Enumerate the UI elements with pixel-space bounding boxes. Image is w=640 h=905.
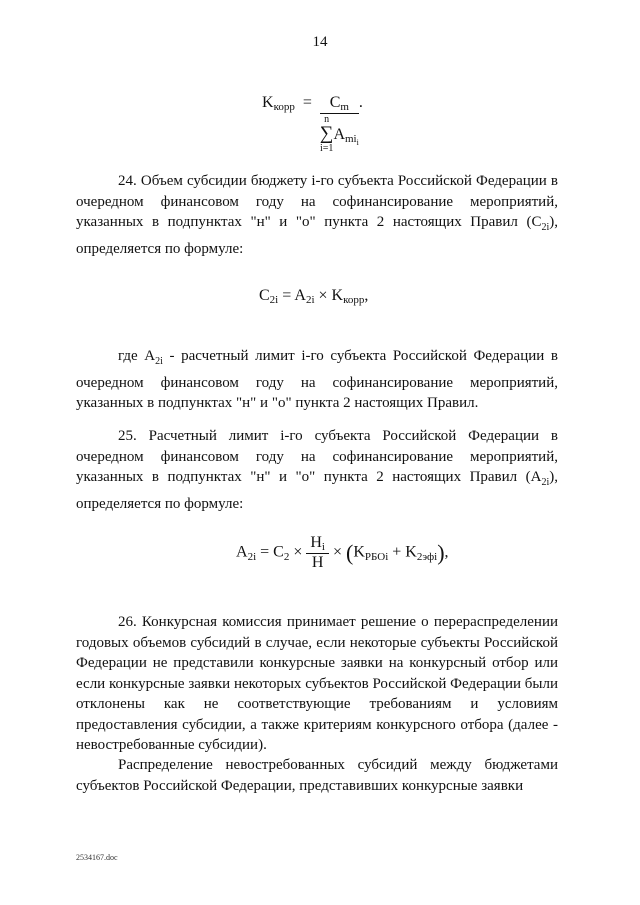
- paragraph-25: [76, 426, 558, 514]
- formula3-plus: +: [392, 543, 402, 561]
- formula1-denominator: [320, 114, 359, 154]
- formula3-times-1: ×: [293, 543, 303, 561]
- paragraph-26: [76, 612, 558, 756]
- paragraph-24-sub: 2i: [541, 222, 550, 233]
- paragraph-25-sub: 2i: [541, 477, 550, 488]
- formula3-k2-sub: 2эфi: [416, 550, 438, 563]
- sum-sign: [320, 114, 334, 154]
- formula3-c-sub: 2: [283, 550, 290, 563]
- formula1-lhs-sub: корр: [273, 101, 295, 113]
- formula3-num-h: H: [310, 534, 322, 551]
- formula2-c: C: [259, 287, 270, 304]
- formula3-num-sub: i: [321, 541, 325, 553]
- formula3-eq: =: [260, 543, 270, 561]
- formula3-close-paren: ): [437, 540, 445, 565]
- formula2-a-sub: 2i: [305, 294, 315, 306]
- formula3-a: A: [236, 543, 248, 561]
- sum-sigma: ∑: [319, 123, 334, 144]
- paragraph-27: [76, 755, 558, 796]
- page-number: 14: [312, 34, 328, 50]
- formula3-open-paren: (: [346, 540, 354, 565]
- formula-c2i: [259, 287, 368, 305]
- paragraph-25-body: [76, 426, 558, 514]
- formula3-c: C: [273, 543, 284, 561]
- paragraph-25-text-b: ), определяется по формуле:: [76, 469, 558, 512]
- formula2-k-sub: корр: [343, 294, 365, 306]
- formula2-a: A: [294, 287, 306, 304]
- paragraph-24-text-a: 24. Объем субсидии бюджету i-го субъекта Российской Федерации в очередном финансовом году на софинансирование мероприятий, указанных в подпунктах "н" и "о" пункта 2 настоящих Правил (С: [76, 173, 558, 230]
- paragraph-26-body: 26. Конкурсная комиссия принимает решение о перераспределении годовых объемов субсидий в случае, если некоторые субъекты Российской Федерации не представили конкурсные заявки на конкурсный отбор или если конкурсные заявки некоторых субъектов Российской Федерации были отклонены как не соответствующие требованиям и условиям предоставления субсидии, а также критериям конкурсного отбора (далее - невостребованные субсидии).: [76, 614, 558, 753]
- formula1-numerator-sub: m: [340, 101, 349, 113]
- formula3-k2: K: [405, 543, 417, 561]
- paragraph-where: [76, 346, 558, 414]
- formula3-times-2: ×: [332, 543, 343, 561]
- formula1-eq: =: [302, 94, 312, 111]
- formula2-c-sub: 2i: [269, 294, 279, 306]
- formula1-tail: .: [358, 94, 363, 111]
- formula3-tail: ,: [444, 543, 449, 561]
- formula2-k: K: [331, 287, 344, 304]
- paragraph-where-text-a: где А: [118, 348, 156, 364]
- formula1-numerator: [320, 94, 359, 114]
- formula-k-corr: [262, 94, 363, 154]
- paragraph-25-text-a: 25. Расчетный лимит i-го субъекта Российской Федерации в очередном финансовом году на софинансирование мероприятий, указанных в подпунктах "н" и "о" пункта 2 настоящих Правил (А: [76, 428, 558, 485]
- formula-a2i: [236, 534, 449, 572]
- paragraph-24-text-b: ), определяется по формуле:: [76, 214, 558, 257]
- footer-filename: 2534167.doc: [76, 853, 118, 862]
- paragraph-27-body: Распределение невостребованных субсидий между бюджетами субъектов Российской Федерации, представивших конкурсные заявки: [76, 757, 558, 794]
- paragraph-where-text-b: - расчетный лимит i-го субъекта Российской Федерации в очередном финансовом году на софинансирование мероприятий, указанных в подпунктах "н" и "о" пункта 2 настоящих Правил.: [76, 348, 558, 411]
- formula3-a-sub: 2i: [247, 550, 257, 563]
- paragraph-24-body: [76, 171, 558, 259]
- formula2-times: ×: [318, 287, 328, 304]
- paragraph-where-body: [76, 346, 558, 414]
- formula3-fraction: [306, 534, 329, 572]
- sum-lower-limit: i=1: [319, 143, 334, 154]
- formula3-k1: K: [353, 543, 365, 561]
- sum-upper-limit: n: [324, 114, 330, 125]
- formula1-den-sub-main: mi: [345, 133, 357, 145]
- formula1-lhs: K: [262, 94, 274, 111]
- paragraph-where-sub: 2i: [155, 356, 163, 367]
- formula3-numerator: [306, 534, 329, 554]
- paragraph-24: [76, 171, 558, 259]
- formula2-tail: ,: [364, 287, 369, 304]
- formula1-den-term: A: [333, 126, 345, 143]
- formula3-denominator: H: [311, 554, 324, 571]
- formula3-k1-sub: РБОi: [364, 550, 389, 563]
- formula1-numerator-letter: C: [329, 94, 341, 111]
- formula1-den-sub-i: i: [356, 138, 359, 147]
- formula1-den-term-sub: [345, 133, 359, 145]
- formula1-fraction: [320, 94, 359, 154]
- formula2-eq: =: [282, 287, 292, 304]
